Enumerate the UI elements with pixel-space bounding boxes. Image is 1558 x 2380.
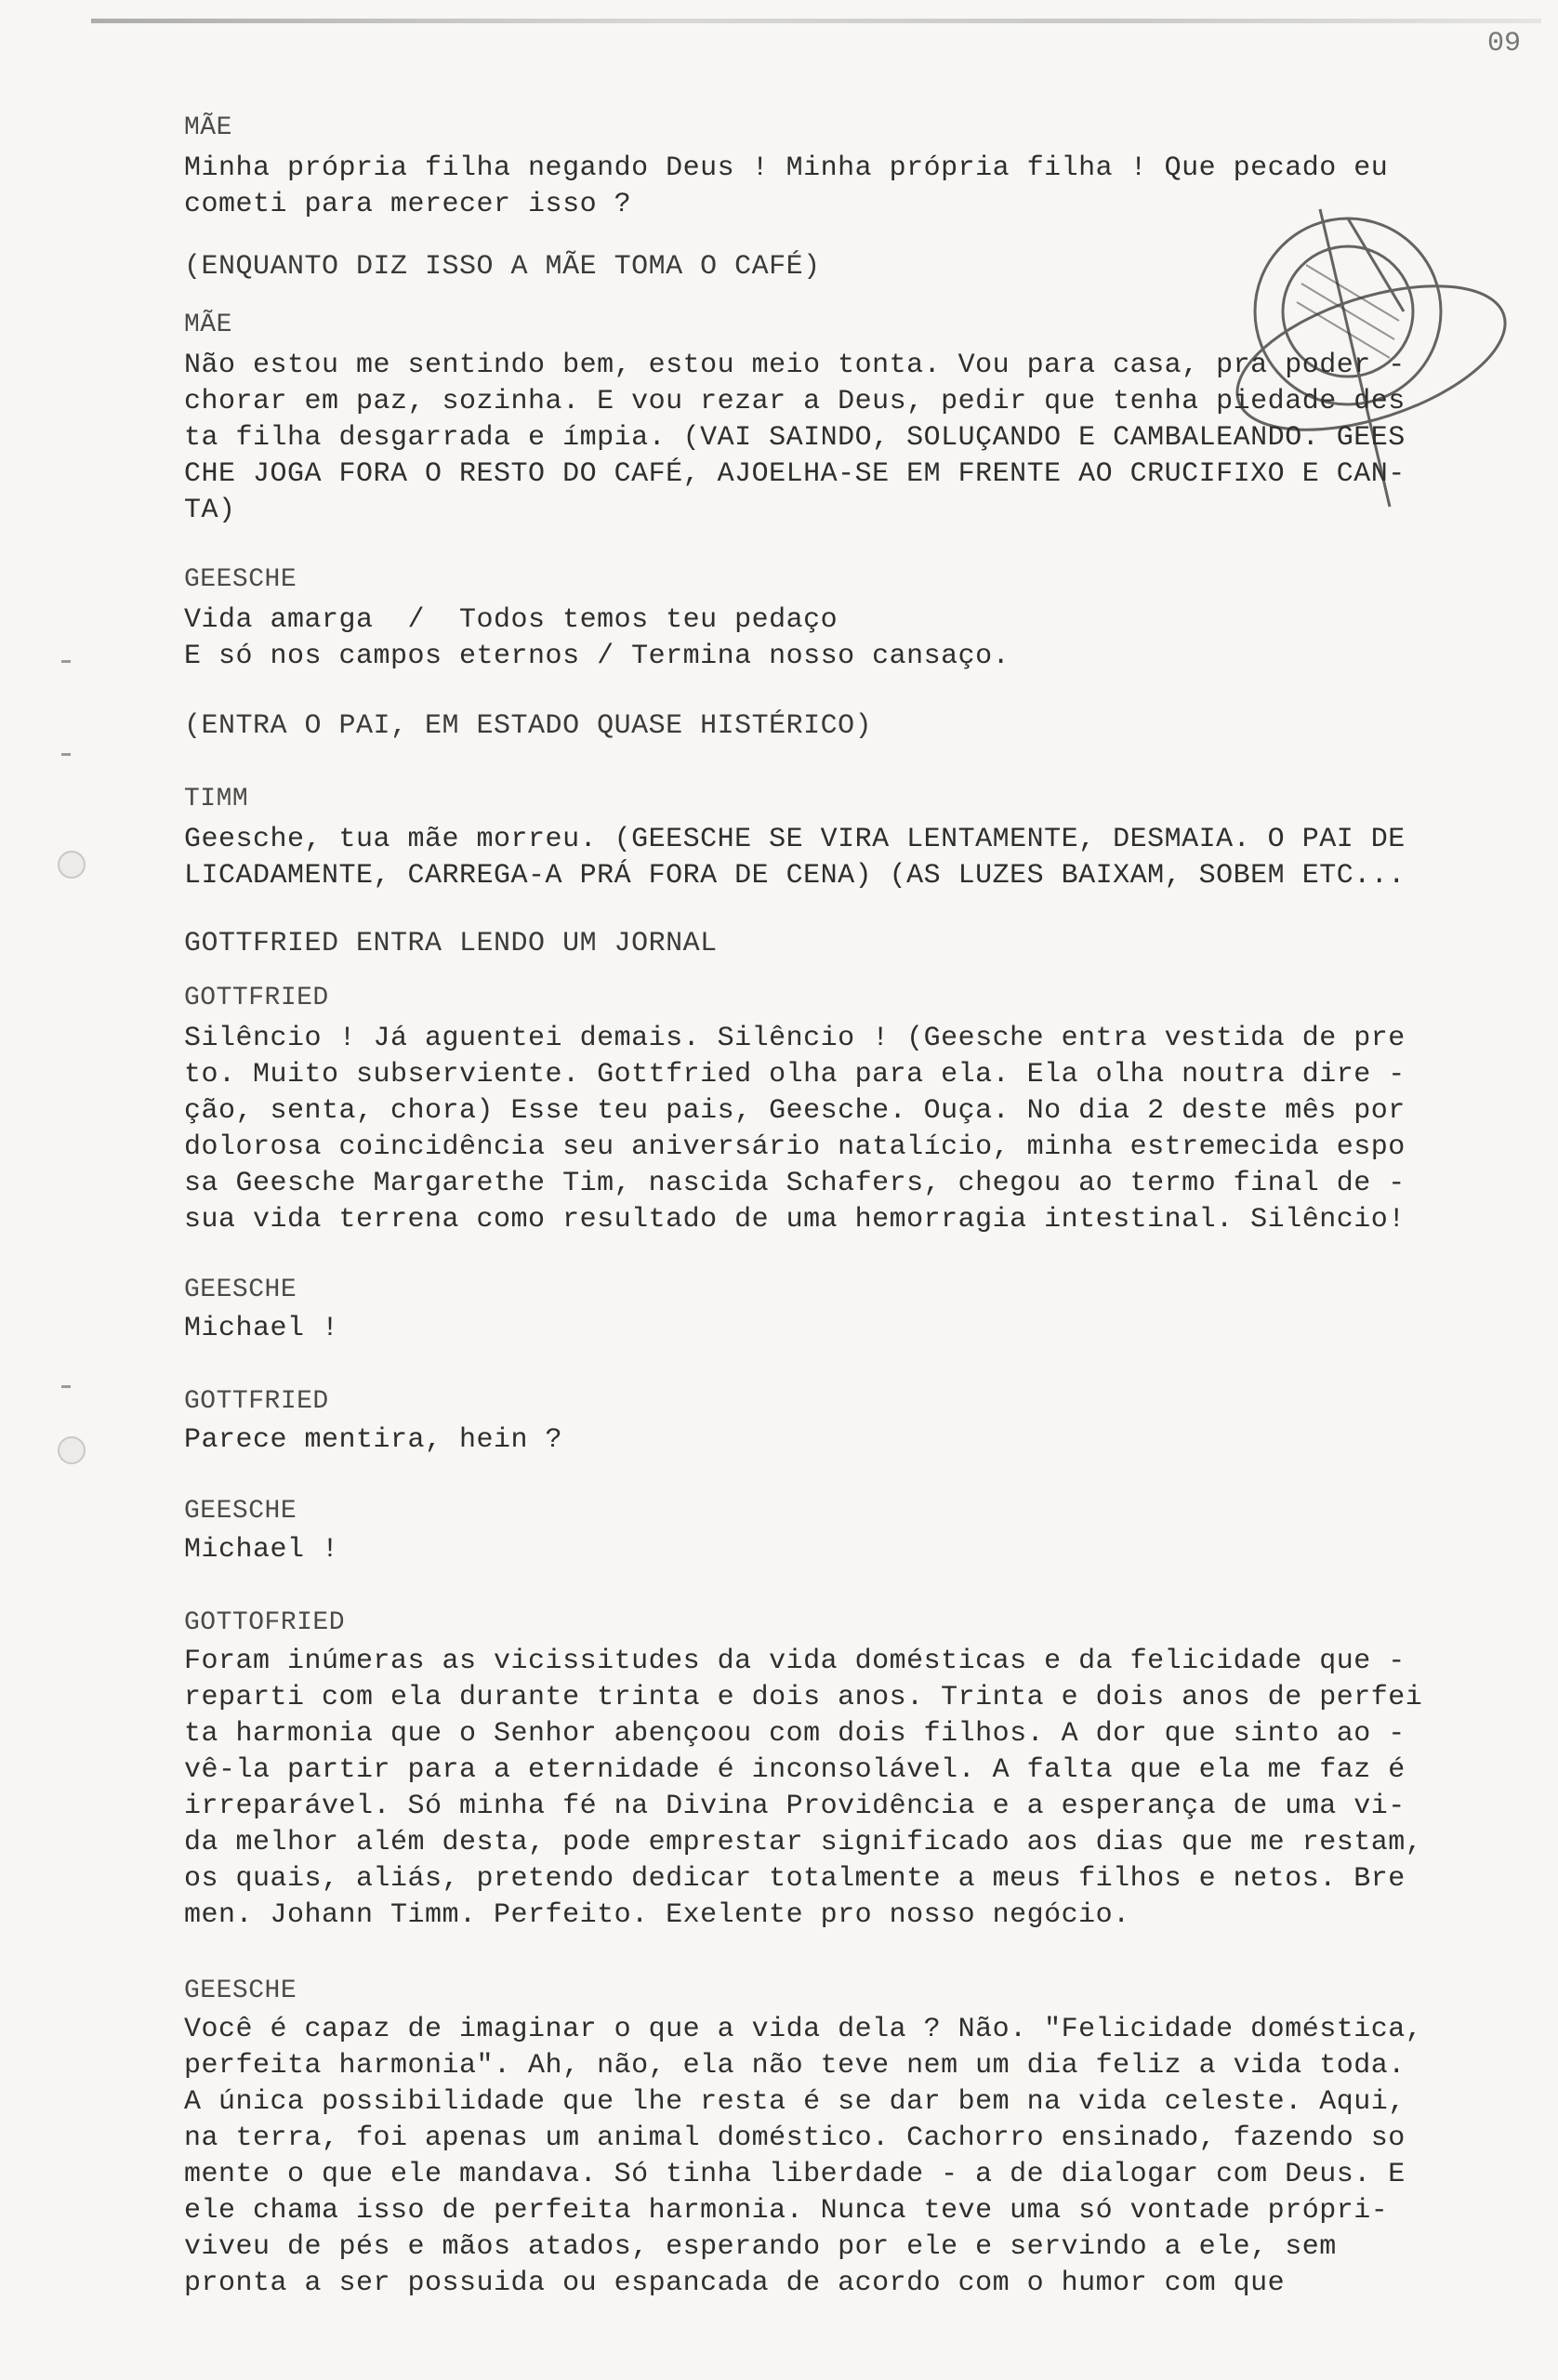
speaker-name: MÃE bbox=[184, 113, 232, 142]
dialogue-line: Michael ! bbox=[184, 1534, 339, 1566]
speaker-name: GEESCHE bbox=[184, 1276, 297, 1304]
dialogue-line: Foram inúmeras as vicissitudes da vida domésticas e da felicidade que - bbox=[184, 1646, 1406, 1677]
speaker-geesche-1 bbox=[184, 562, 1523, 598]
dialogue-line: to. Muito subserviente. Gottfried olha para ela. Ela olha noutra dire - bbox=[184, 1059, 1406, 1091]
dialogue-line: vê-la partir para a eternidade é inconsolável. A falta que ela me faz é bbox=[184, 1754, 1406, 1786]
dialogue-line: irreparável. Só minha fé na Divina Providência e a esperança de uma vi- bbox=[184, 1791, 1406, 1822]
speaker-name: GOTTOFRIED bbox=[184, 1608, 346, 1637]
dialogue-gottfried-1 bbox=[184, 1021, 1523, 1238]
speaker-name: GEESCHE bbox=[184, 565, 297, 594]
dialogue-line: Parece mentira, hein ? bbox=[184, 1424, 563, 1456]
dialogue-line: Vida amarga / Todos temos teu pedaço bbox=[184, 604, 838, 636]
dialogue-line: Michael ! bbox=[184, 1313, 339, 1344]
dialogue-line: ele chama isso de perfeita harmonia. Nunca teve uma só vontade própri- bbox=[184, 2195, 1389, 2227]
dialogue-line: E só nos campos eternos / Termina nosso cansaço. bbox=[184, 641, 1010, 672]
header-speaker-mae bbox=[184, 110, 1523, 146]
dialogue-line: da melhor além desta, pode emprestar significado aos dias que me restam, bbox=[184, 1827, 1423, 1858]
stage-direction bbox=[184, 708, 1523, 745]
speaker-name: GEESCHE bbox=[184, 1977, 297, 2005]
dialogue-line: sua vida terrena como resultado de uma hemorragia intestinal. Silêncio! bbox=[184, 1204, 1406, 1236]
speaker-name: MÃE bbox=[184, 311, 232, 339]
dialogue-line: os quais, aliás, pretendo dedicar totalmente a meus filhos e netos. Bre bbox=[184, 1863, 1406, 1895]
dialogue-line: dolorosa coincidência seu aniversário natalício, minha estremecida espo bbox=[184, 1131, 1406, 1163]
dialogue-geesche-3 bbox=[184, 1532, 1523, 1568]
speaker-name: GEESCHE bbox=[184, 1497, 297, 1526]
edge-mark bbox=[61, 753, 71, 756]
speaker-name: GOTTFRIED bbox=[184, 1387, 329, 1416]
dialogue-gottfried-3 bbox=[184, 1644, 1523, 1934]
speaker-name: TIMM bbox=[184, 785, 249, 813]
dialogue-geesche-2 bbox=[184, 1311, 1523, 1347]
dialogue-timm bbox=[184, 822, 1523, 894]
dialogue-line: A única possibilidade que lhe resta é se dar bem na vida celeste. Aqui, bbox=[184, 2086, 1406, 2118]
binder-hole-top bbox=[58, 851, 86, 879]
speaker-gottfried-2 bbox=[184, 1383, 1523, 1420]
dialogue-line: cometi para merecer isso ? bbox=[184, 189, 632, 220]
dialogue-line: Minha própria filha negando Deus ! Minha própria filha ! Que pecado eu bbox=[184, 152, 1389, 184]
edge-mark bbox=[61, 1385, 71, 1388]
speaker-name: GOTTFRIED bbox=[184, 984, 329, 1012]
speaker-mae-2 bbox=[184, 307, 1523, 343]
dialogue-mae-2 bbox=[184, 348, 1523, 529]
dialogue-line: ção, senta, chora) Esse teu pais, Geesche. Ouça. No dia 2 deste mês por bbox=[184, 1095, 1406, 1127]
dialogue-line: Não estou me sentindo bem, estou meio tonta. Vou para casa, pra poder - bbox=[184, 350, 1406, 381]
dialogue-line: TA) bbox=[184, 495, 236, 526]
speaker-timm bbox=[184, 781, 1523, 817]
dialogue-line: perfeita harmonia". Ah, não, ela não teve nem um dia feliz a vida toda. bbox=[184, 2050, 1406, 2082]
top-border-line bbox=[91, 19, 1541, 23]
dialogue-line: LICADAMENTE, CARREGA-A PRÁ FORA DE CENA) (AS LUZES BAIXAM, SOBEM ETC... bbox=[184, 860, 1406, 892]
dialogue-line: ta harmonia que o Senhor abençoou com dois filhos. A dor que sinto ao - bbox=[184, 1718, 1406, 1750]
speaker-geesche-2 bbox=[184, 1272, 1523, 1308]
stage-direction bbox=[184, 926, 1523, 962]
dialogue-line: chorar em paz, sozinha. E vou rezar a Deus, pedir que tenha piedade des bbox=[184, 386, 1406, 417]
speaker-gottofried bbox=[184, 1605, 1523, 1641]
dialogue-line: viveu de pés e mãos atados, esperando por ele e servindo a ele, sem bbox=[184, 2231, 1337, 2263]
stage-line: (ENTRA O PAI, EM ESTADO QUASE HISTÉRICO) bbox=[184, 710, 873, 742]
dialogue-line: ta filha desgarrada e ímpia. (VAI SAINDO, SOLUÇANDO E CAMBALEANDO. GEES bbox=[184, 422, 1406, 454]
binder-hole-bottom bbox=[58, 1436, 86, 1464]
stage-line: GOTTFRIED ENTRA LENDO UM JORNAL bbox=[184, 928, 718, 959]
page-number: 09 bbox=[1487, 28, 1522, 60]
dialogue-line: Você é capaz de imaginar o que a vida dela ? Não. "Felicidade doméstica, bbox=[184, 2014, 1423, 2045]
dialogue-geesche-4 bbox=[184, 2012, 1523, 2302]
speaker-gottfried-1 bbox=[184, 980, 1523, 1016]
dialogue-line: na terra, foi apenas um animal doméstico. Cachorro ensinado, fazendo so bbox=[184, 2122, 1406, 2154]
dialogue-line: men. Johann Timm. Perfeito. Exelente pro nosso negócio. bbox=[184, 1899, 1130, 1931]
speaker-geesche-4 bbox=[184, 1973, 1523, 2009]
dialogue-gottfried-2 bbox=[184, 1422, 1523, 1459]
dialogue-line: pronta a ser possuida ou espancada de acordo com o humor com que bbox=[184, 2268, 1286, 2299]
dialogue-line: reparti com ela durante trinta e dois anos. Trinta e dois anos de perfei bbox=[184, 1682, 1423, 1713]
speaker-geesche-3 bbox=[184, 1493, 1523, 1529]
dialogue-line: Silêncio ! Já aguentei demais. Silêncio ! (Geesche entra vestida de pre bbox=[184, 1023, 1406, 1054]
dialogue-mae-1 bbox=[184, 151, 1523, 223]
dialogue-line: mente o que ele mandava. Só tinha liberdade - a de dialogar com Deus. E bbox=[184, 2159, 1406, 2190]
edge-mark bbox=[61, 660, 71, 663]
dialogue-line: sa Geesche Margarethe Tim, nascida Schafers, chegou ao termo final de - bbox=[184, 1168, 1406, 1199]
dialogue-line: CHE JOGA FORA O RESTO DO CAFÉ, AJOELHA-SE EM FRENTE AO CRUCIFIXO E CAN- bbox=[184, 458, 1406, 490]
song-geesche bbox=[184, 602, 1523, 675]
stage-direction bbox=[184, 249, 1523, 285]
dialogue-line: Geesche, tua mãe morreu. (GEESCHE SE VIRA LENTAMENTE, DESMAIA. O PAI DE bbox=[184, 824, 1406, 855]
stage-line: (ENQUANTO DIZ ISSO A MÃE TOMA O CAFÉ) bbox=[184, 251, 821, 283]
